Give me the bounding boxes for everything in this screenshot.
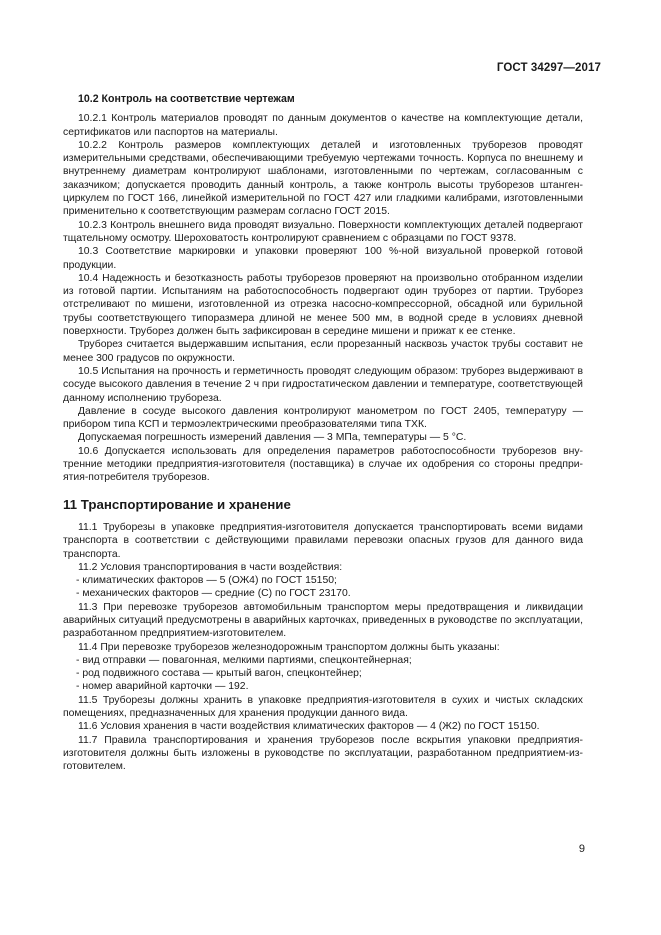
- list-item: - номер аварийной карточки — 192.: [76, 681, 249, 693]
- list-item: - вид отправки — повагонная, мелкими партиями, спецконтейнерная;: [76, 654, 412, 666]
- standard-header: ГОСТ 34297—2017: [496, 62, 601, 74]
- list-item: - климатических факторов — 5 (ОЖ4) по ГОСТ 15150;: [76, 575, 337, 587]
- section-heading-11: 11 Транспортирование и хранение: [63, 496, 291, 512]
- paragraph-10-6: 10.6 Допускается использовать для определения параметров работоспособности труборезов внутренние методики предприятия-изготовителя (поставщика) в случае их одобрения со стороны предприятия-потребителя труборезов.: [63, 445, 583, 484]
- paragraph-10-2-2: 10.2.2 Контроль размеров комплектующих деталей и изготовленных труборезов проводят измерительными средствами, обеспечивающими требуемую чертежами точность. Корпуса по внешнему и внутреннему диаметрам контролируют шаблонами, изготовленными по чертежам, согласованным с заказчиком; допускается проводить данный контроль, а также контроль высоты труборезов штангенциркулем по ГОСТ 166, линейкой измерительной по ГОСТ 427 или гладкими калибрами, изготовленными применительно к соответствующим размерам согласно ГОСТ 2015.: [63, 139, 583, 218]
- paragraph-10-5-pressure: Давление в сосуде высокого давления контролируют манометром по ГОСТ 2405, температуру — прибором типа КСП и термоэлектрическими преобразователями типа ТХК.: [63, 405, 583, 431]
- paragraph-10-5: 10.5 Испытания на прочность и герметичность проводят следующим образом: труборез выдерживают в сосуде высокого давления в течение 2 ч при гидростатическом давлении и температуре, соответствующей данному исполнению труборезa.: [63, 365, 583, 404]
- paragraph-11-7: 11.7 Правила транспортирования и хранения труборезов после вскрытия упаковки предприятия-изготовителя должны быть изложены в руководстве по эксплуатации, разработанном предприятием-изготовителем.: [63, 734, 583, 773]
- paragraph-10-4: 10.4 Надежность и безотказность работы труборезов проверяют на произвольно отобранном изделии из готовой партии. Испытаниям на работоспособность подвергают один труборез от партии. Труборез отстреливают по мишени, изготовленной из отрезка насосно-компрессорной, обсадной или бурильной трубы соответствующего типоразмера длиной не менее 500 мм, в водной среде в условиях дневной поверхности. Труборез должен быть зафиксирован в середине мишени и прижат к ее стенке.: [63, 272, 583, 338]
- paragraph-10-2-3: 10.2.3 Контроль внешнего вида проводят визуально. Поверхности комплектующих деталей подвергают тщательному осмотру. Шероховатость контролируют сравнением с образцами по ГОСТ 9378.: [63, 219, 583, 244]
- paragraph-11-5: 11.5 Труборезы должны хранить в упаковке предприятия-изготовителя в сухих и чистых складских помещениях, предназначенных для хранения продукции данного вида.: [63, 694, 583, 720]
- paragraph-10-4-criterion: Труборез считается выдержавшим испытания, если прорезанный насквозь участок трубы составит не менее 300 градусов по окружности.: [63, 339, 583, 364]
- paragraph-10-5-tolerance: Допускаемая погрешность измерений давления — 3 МПа, температуры — 5 °С.: [78, 432, 467, 444]
- paragraph-11-4: 11.4 При перевозке труборезов железнодорожным транспортом должны быть указаны:: [78, 641, 500, 653]
- paragraph-10-2-1: 10.2.1 Контроль материалов проводят по данным документов о качестве на комплектующие детали, сертификатов или паспортов на материалы.: [63, 113, 583, 138]
- subsection-heading-10-2: 10.2 Контроль на соответствие чертежам: [78, 93, 295, 105]
- paragraph-11-1: 11.1 Труборезы в упаковке предприятия-изготовителя допускается транспортировать всеми видами транспорта в соответствии с действующими правилами перевозки опасных грузов для данного вида транспорта.: [63, 521, 583, 560]
- list-item: - род подвижного состава — крытый вагон, спецконтейнер;: [76, 668, 362, 680]
- paragraph-10-3: 10.3 Соответствие маркировки и упаковки проверяют 100 %-ной визуальной проверкой готовой продукции.: [63, 246, 583, 271]
- paragraph-11-2: 11.2 Условия транспортирования в части воздействия:: [78, 561, 343, 573]
- list-item: - механических факторов — средние (С) по ГОСТ 23170.: [76, 588, 351, 600]
- page-number: 9: [578, 843, 585, 855]
- paragraph-11-6: 11.6 Условия хранения в части воздействия климатических факторов — 4 (Ж2) по ГОСТ 15150.: [78, 721, 540, 733]
- paragraph-11-3: 11.3 При перевозке труборезов автомобильным транспортом меры предотвращения и ликвидации аварийных ситуаций предусмотрены в аварийных карточках, приведенных в руководстве по эксплуатации, разработанном предприятием-изготовителем.: [63, 601, 583, 640]
- page-content: [63, 93, 583, 774]
